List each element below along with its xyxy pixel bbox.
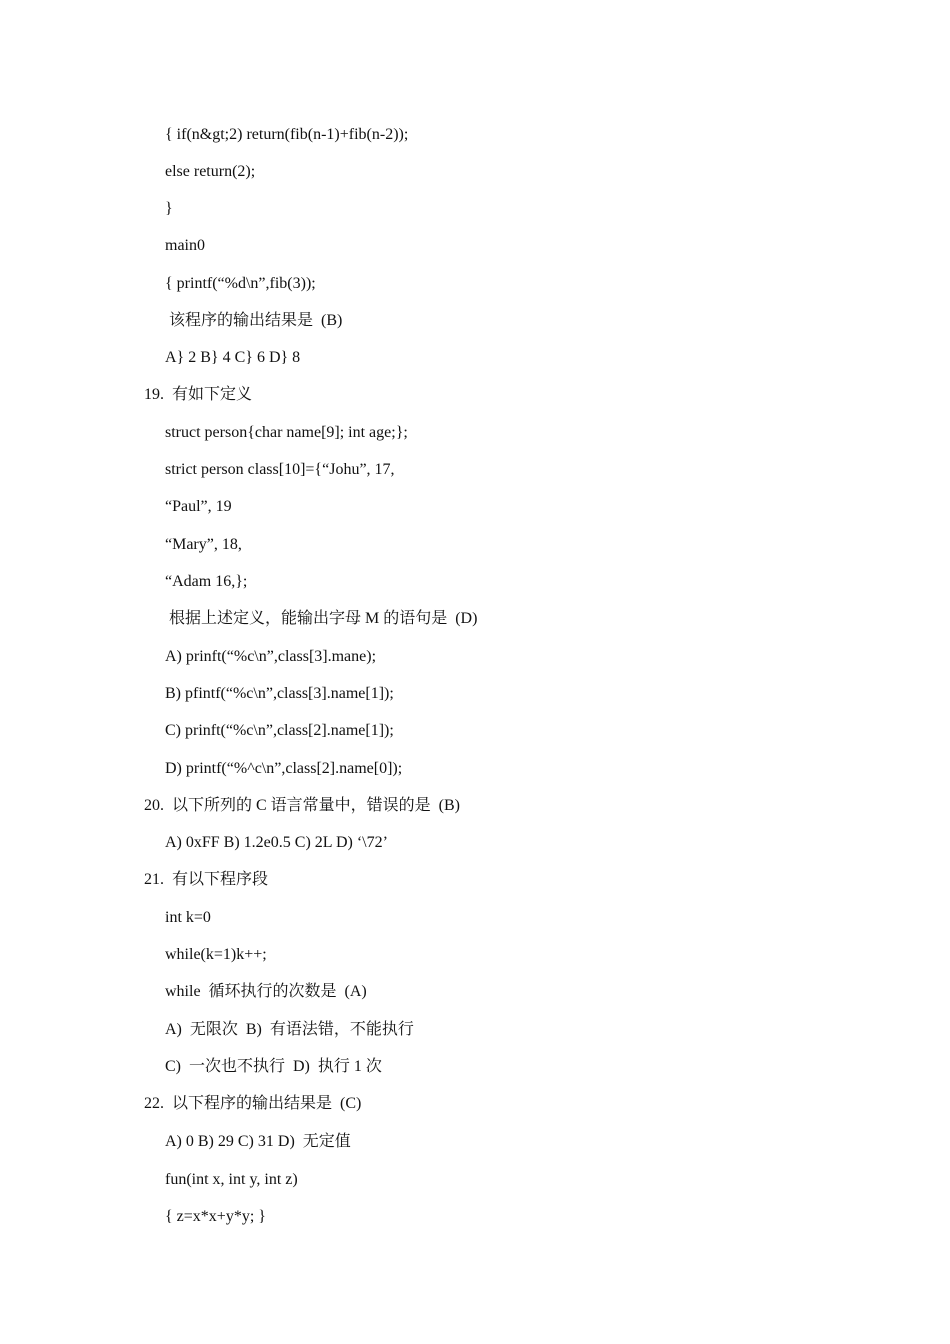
code-line-while: while(k=1)k++; [165, 946, 267, 963]
code-line-int-k: int k=0 [165, 909, 211, 926]
question-22-options: A) 0 B) 29 C) 31 D) 无定值 [165, 1133, 351, 1150]
code-line-class-init: strict person class[10]={“Johu”, 17, [165, 461, 395, 478]
question-19-option-d: D) printf(“%^c\n”,class[2].name[0]); [165, 760, 403, 777]
question-18-options: A} 2 B} 4 C} 6 D} 8 [165, 349, 301, 366]
question-18-prompt: 该程序的输出结果是 (B) [165, 312, 343, 329]
question-20-heading: 20. 以下所列的 C 语言常量中，错误的是 (B) [144, 797, 461, 814]
code-line-main: main0 [165, 237, 205, 254]
question-21-options-cd: C) 一次也不执行 D) 执行 1 次 [165, 1058, 382, 1075]
code-line-fib-if: { if(n&gt;2) return(fib(n-1)+fib(n-2)); [165, 126, 409, 143]
question-20-options: A) 0xFF B) 1.2e0.5 C) 2L D) ‘\72’ [165, 834, 388, 851]
code-line-fun-body: { z=x*x+y*y; } [165, 1208, 266, 1225]
code-line-else-return: else return(2); [165, 163, 256, 180]
code-line-paul: “Paul”, 19 [165, 498, 232, 515]
question-19-option-b: B) pfintf(“%c\n”,class[3].name[1]); [165, 685, 394, 702]
code-line-printf: { printf(“%d\n”,fib(3)); [165, 275, 316, 292]
question-19-option-c: C) prinft(“%c\n”,class[2].name[1]); [165, 722, 394, 739]
question-21-options-ab: A) 无限次 B) 有语法错，不能执行 [165, 1021, 414, 1038]
code-line-mary: “Mary”, 18, [165, 536, 242, 553]
question-21-heading: 21. 有以下程序段 [144, 871, 269, 888]
code-line-close-brace: } [165, 200, 173, 217]
code-line-adam: “Adam 16,}; [165, 573, 248, 590]
question-19-prompt: 根据上述定义，能输出字母 M 的语句是 (D) [165, 610, 478, 627]
question-21-prompt: while 循环执行的次数是 (A) [165, 983, 367, 1000]
code-line-struct-def: struct person{char name[9]; int age;}; [165, 424, 408, 441]
question-19-option-a: A) prinft(“%c\n”,class[3].mane); [165, 648, 377, 665]
code-line-fun-signature: fun(int x, int y, int z) [165, 1171, 298, 1188]
question-19-heading: 19. 有如下定义 [144, 386, 253, 403]
question-22-heading: 22. 以下程序的输出结果是 (C) [144, 1095, 362, 1112]
